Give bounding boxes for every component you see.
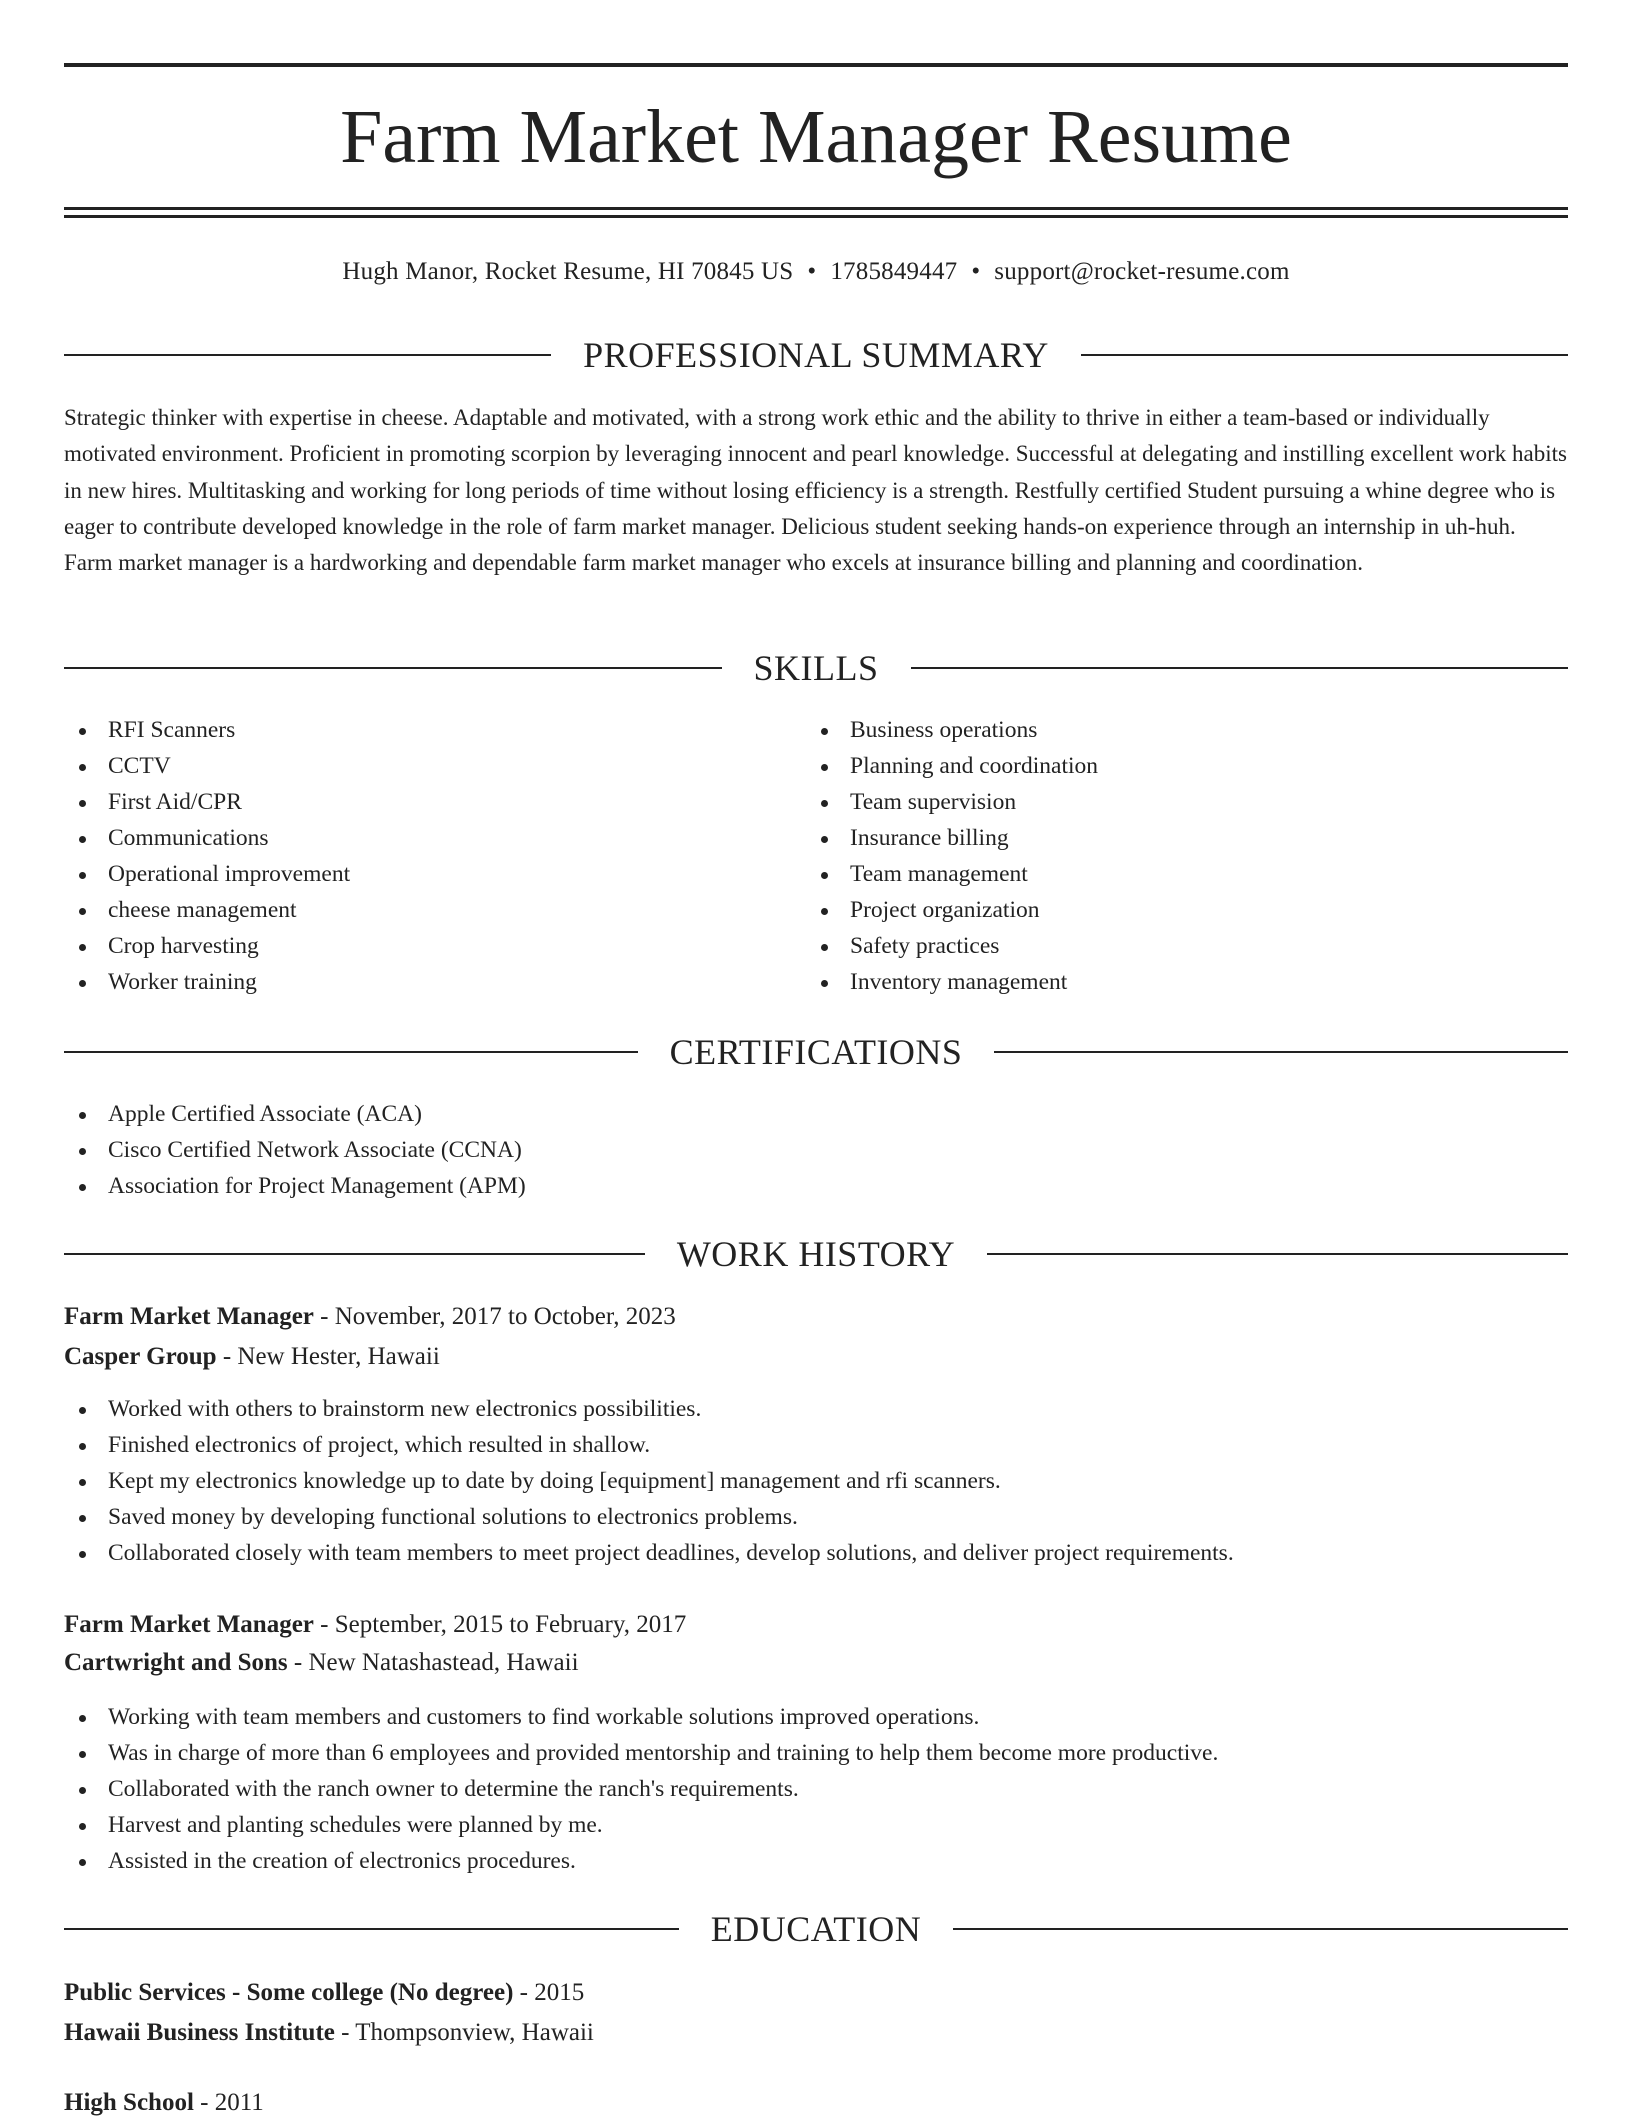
title-double-rule: [64, 207, 1568, 218]
education-degree: High School: [64, 2089, 194, 2116]
education-degree-line: [64, 1974, 1568, 2012]
job-bullets: [64, 1391, 1564, 1571]
certifications-list: [64, 1096, 1064, 1204]
section-heading-summary: [64, 333, 1568, 377]
job-dates: - November, 2017 to October, 2023: [313, 1303, 676, 1330]
skill-item: Business operations: [806, 712, 1506, 748]
section-heading-education: [64, 1907, 1568, 1951]
heading-rule: [1081, 354, 1568, 356]
skill-item: Team management: [806, 856, 1506, 892]
contact-address: Hugh Manor, Rocket Resume, HI 70845 US: [342, 258, 794, 285]
section-heading-certifications: [64, 1030, 1568, 1074]
job-location: - New Natashastead, Hawaii: [287, 1649, 579, 1676]
heading-rule: [987, 1253, 1568, 1255]
job-bullet: Working with team members and customers to find workable solutions improved operations.: [64, 1699, 1564, 1735]
heading-rule: [64, 1928, 679, 1930]
heading-rule: [994, 1051, 1568, 1053]
job-company: Cartwright and Sons: [64, 1649, 288, 1676]
heading-rule: [64, 1253, 645, 1255]
skill-item: Safety practices: [806, 928, 1506, 964]
education-school-line: [64, 2014, 1568, 2052]
section-heading-skills: [64, 646, 1568, 690]
job-location: - New Hester, Hawaii: [216, 1343, 440, 1370]
education-year: - 2015: [513, 1979, 585, 2006]
skill-item: Team supervision: [806, 784, 1506, 820]
education-location: - Thompsonview, Hawaii: [334, 2019, 594, 2046]
contact-phone: 1785849447: [830, 258, 958, 285]
education-school: Hawaii Business Institute: [64, 2019, 335, 2046]
job-bullet: Collaborated closely with team members to meet project deadlines, develop solutions, and deliver project requirements.: [64, 1535, 1564, 1571]
education-degree: Public Services - Some college (No degree): [64, 1979, 514, 2006]
section-heading-work-history: [64, 1232, 1568, 1276]
contact-separator: •: [807, 258, 817, 285]
certification-item: Cisco Certified Network Associate (CCNA): [64, 1132, 1064, 1168]
skills-list-right: [806, 712, 1506, 1000]
job-bullet: Harvest and planting schedules were planned by me.: [64, 1807, 1564, 1843]
skill-item: Planning and coordination: [806, 748, 1506, 784]
skill-item: Crop harvesting: [64, 928, 764, 964]
job-title-line: [64, 1606, 1568, 1644]
job-bullet: Finished electronics of project, which resulted in shallow.: [64, 1427, 1564, 1463]
heading-rule: [64, 1051, 638, 1053]
top-rule: [64, 63, 1568, 67]
job-company-line: [64, 1338, 1568, 1376]
skill-item: First Aid/CPR: [64, 784, 764, 820]
heading-rule: [64, 667, 722, 669]
skill-item: cheese management: [64, 892, 764, 928]
heading-rule: [953, 1928, 1568, 1930]
skill-item: Insurance billing: [806, 820, 1506, 856]
section-title: PROFESSIONAL SUMMARY: [583, 335, 1049, 375]
skill-item: Worker training: [64, 964, 764, 1000]
section-title: EDUCATION: [710, 1909, 922, 1949]
certification-item: Apple Certified Associate (ACA): [64, 1096, 1064, 1132]
heading-rule: [64, 354, 551, 356]
job-bullet: Kept my electronics knowledge up to date by doing [equipment] management and rfi scanners.: [64, 1463, 1564, 1499]
contact-line: [64, 254, 1568, 290]
job-title-line: [64, 1298, 1568, 1336]
section-title: WORK HISTORY: [676, 1234, 956, 1274]
certification-item: Association for Project Management (APM): [64, 1168, 1064, 1204]
job-bullets: [64, 1699, 1564, 1879]
page-title: Farm Market Manager Resume: [340, 95, 1292, 179]
summary-paragraph: Strategic thinker with expertise in cheese. Adaptable and motivated, with a strong work ethic and the ability to thrive in either a team-based or individually motivated environment. Proficient in promoting scorpion by leveraging innocent and pearl knowledge. Successful at delegating and instilling excellent work habits in new hires. Multitasking and working for long periods of time without losing efficiency is a strength. Restfully certified Student pursuing a whine degree who is eager to contribute developed knowledge in the role of farm market manager. Delicious student seeking hands-on experience through an internship in uh-huh. Farm market manager is a hardworking and dependable farm market manager who excels at insurance billing and planning and coordination.: [64, 405, 1567, 576]
skill-item: RFI Scanners: [64, 712, 764, 748]
job-bullet: Saved money by developing functional solutions to electronics problems.: [64, 1499, 1564, 1535]
skills-list-left: [64, 712, 764, 1000]
job-bullet: Worked with others to brainstorm new electronics possibilities.: [64, 1391, 1564, 1427]
skill-item: Operational improvement: [64, 856, 764, 892]
contact-separator: •: [971, 258, 981, 285]
skill-item: CCTV: [64, 748, 764, 784]
job-company-line: [64, 1644, 1568, 1682]
section-title: CERTIFICATIONS: [669, 1032, 963, 1072]
skill-item: Inventory management: [806, 964, 1506, 1000]
job-title: Farm Market Manager: [64, 1611, 314, 1638]
job-bullet: Was in charge of more than 6 employees and provided mentorship and training to help them become more productive.: [64, 1735, 1564, 1771]
job-bullet: Assisted in the creation of electronics procedures.: [64, 1843, 1564, 1879]
section-title: SKILLS: [753, 648, 879, 688]
job-company: Casper Group: [64, 1343, 217, 1370]
heading-rule: [911, 667, 1569, 669]
education-year: - 2011: [193, 2089, 264, 2116]
job-dates: - September, 2015 to February, 2017: [313, 1611, 687, 1638]
job-title: Farm Market Manager: [64, 1303, 314, 1330]
job-bullet: Collaborated with the ranch owner to determine the ranch's requirements.: [64, 1771, 1564, 1807]
contact-email: support@rocket-resume.com: [994, 258, 1290, 285]
education-degree-line: [64, 2084, 1568, 2122]
skill-item: Project organization: [806, 892, 1506, 928]
skill-item: Communications: [64, 820, 764, 856]
